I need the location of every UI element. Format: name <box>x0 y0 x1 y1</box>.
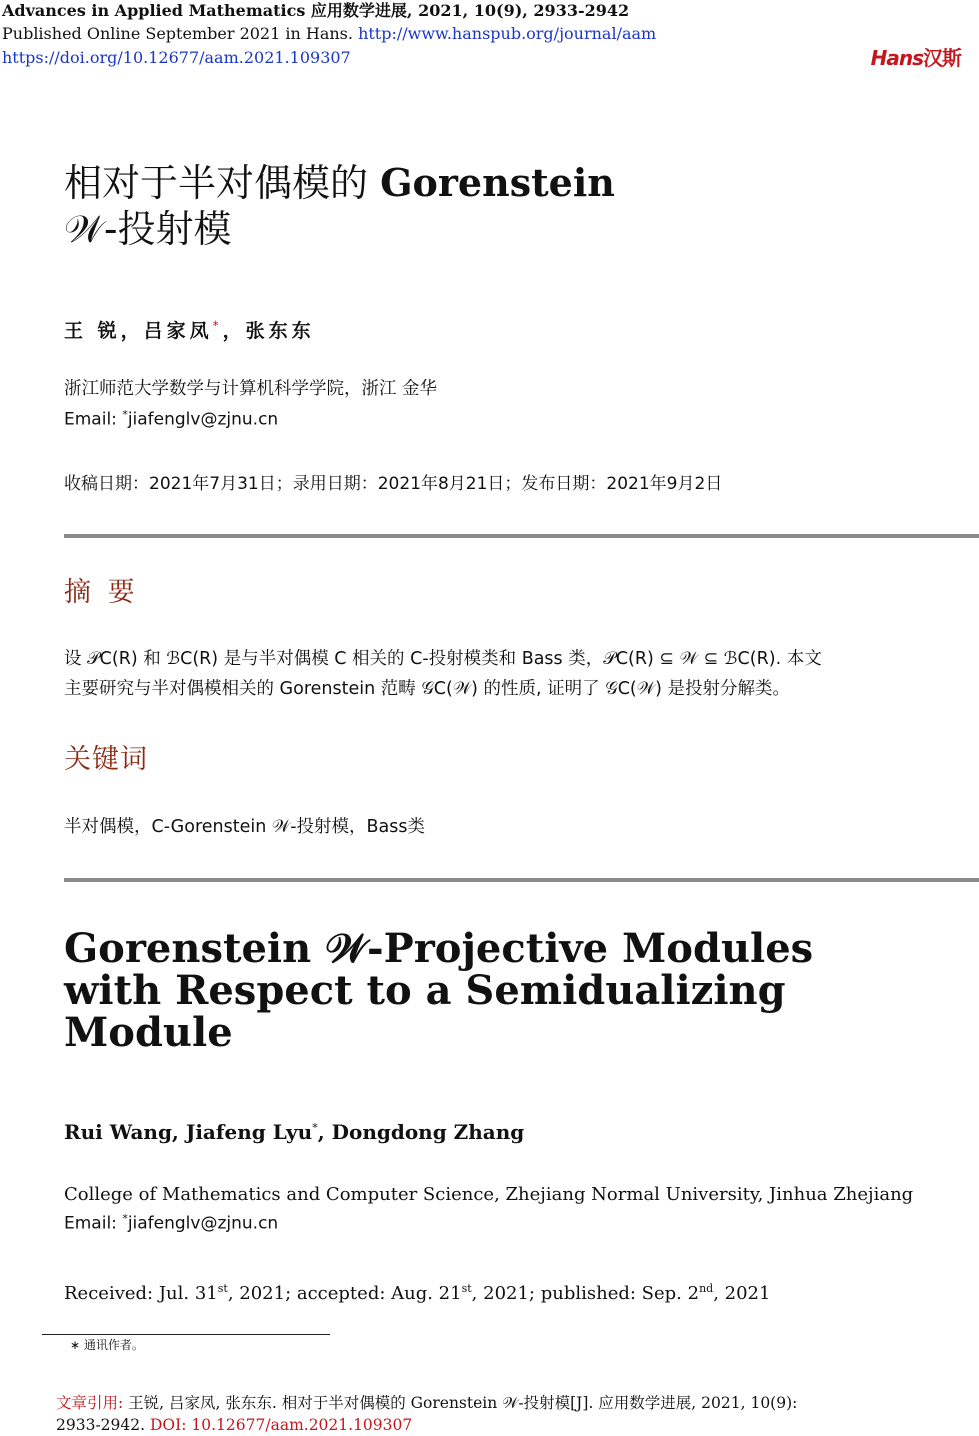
en-title-line3: Module <box>64 1009 233 1056</box>
published-line <box>2 23 656 45</box>
cn-title-line1-cn: 相对于半对偶模的 <box>64 161 369 205</box>
email-mark: * <box>122 408 128 421</box>
hans-logo <box>871 42 961 71</box>
en-authors-a: Rui Wang, Jiafeng Lyu <box>64 1120 313 1144</box>
cn-abstract <box>64 644 969 704</box>
en-corresponding-mark: * <box>312 1121 318 1135</box>
doi-line <box>2 47 351 69</box>
citation-text-2: 2933-2942. <box>56 1416 146 1434</box>
divider-middle <box>64 878 979 882</box>
en-title-line2: with Respect to a Semidualizing <box>64 967 786 1014</box>
cn-dates: 收稿日期：2021年7月31日；录用日期：2021年8月21日；发布日期：2021年9月2日 <box>64 474 723 494</box>
cn-authors <box>64 316 315 343</box>
abstract-heading: 摘 要 <box>64 577 139 608</box>
corresponding-mark: * <box>212 318 223 333</box>
citation-text-1: 王锐, 吕家凤, 张东东. 相对于半对偶模的 Gorenstein 𝒲-投射模[J]. 应用数学进展, 2021, 10(9): <box>123 1394 798 1412</box>
abstract-line-1: 设 𝒫C(R) 和 ℬC(R) 是与半对偶模 C 相关的 C-投射模类和 Bass 类，𝒫C(R) ⊆ 𝒲 ⊆ ℬC(R). 本文 <box>64 649 822 669</box>
en-affiliation: College of Mathematics and Computer Science, Zhejiang Normal University, Jinhua Zhejiang <box>64 1184 914 1205</box>
journal-link[interactable]: http://www.hanspub.org/journal/aam <box>358 24 657 43</box>
en-email-label: Email: <box>64 1213 117 1234</box>
en-dates <box>64 1276 770 1307</box>
citation-label: 文章引用: <box>56 1394 124 1412</box>
logo-cn: 汉斯 <box>923 46 961 70</box>
abstract-line-2: 主要研究与半对偶模相关的 Gorenstein 范畴 𝒢C(𝒲) 的性质, 证明了 𝒢C(𝒲) 是投射分解类。 <box>64 679 790 699</box>
published-text: , 2021; published: Sep. 2 <box>471 1283 700 1304</box>
en-title-line1: Gorenstein 𝒲-Projective Modules <box>64 925 814 972</box>
doi-link[interactable]: https://doi.org/10.12677/aam.2021.109307 <box>2 48 351 67</box>
received-text: Received: Jul. 31 <box>64 1283 218 1304</box>
accepted-sup: st <box>461 1282 472 1295</box>
cn-affiliation: 浙江师范大学数学与计算机科学学院，浙江 金华 <box>64 379 438 399</box>
year-end: , 2021 <box>713 1283 771 1304</box>
cn-title-line2: 𝒲-投射模 <box>64 207 232 251</box>
cn-email[interactable]: jiafenglv@zjnu.cn <box>127 409 279 430</box>
cn-title <box>64 160 615 252</box>
logo-latin: Hans <box>870 46 923 70</box>
published-prefix: Published Online September 2021 in Hans. <box>2 24 353 43</box>
en-title <box>64 925 814 1056</box>
en-email-line <box>64 1212 278 1234</box>
en-email-mark: * <box>122 1212 128 1225</box>
email-label: Email: <box>64 409 117 430</box>
cn-title-line1-latin: Gorenstein <box>380 160 615 205</box>
cn-author-2: 吕家凤 <box>143 320 213 342</box>
accepted-text: , 2021; accepted: Aug. 21 <box>227 1283 462 1304</box>
received-sup: st <box>217 1282 228 1295</box>
footnote: ∗ 通讯作者。 <box>70 1338 144 1352</box>
cn-author-3: ，张东东 <box>222 320 315 342</box>
divider-top <box>64 534 979 538</box>
en-authors-b: , Dongdong Zhang <box>317 1120 525 1144</box>
en-email[interactable]: jiafenglv@zjnu.cn <box>127 1213 279 1234</box>
citation <box>56 1392 956 1436</box>
footnote-rule <box>42 1334 330 1335</box>
published-sup: nd <box>699 1282 714 1295</box>
journal-line: Advances in Applied Mathematics 应用数学进展, 2021, 10(9), 2933-2942 <box>2 1 630 20</box>
en-authors <box>64 1120 524 1144</box>
citation-doi-link[interactable]: DOI: 10.12677/aam.2021.109307 <box>150 1416 413 1434</box>
cn-author-1: 王 锐， <box>64 320 144 342</box>
keywords-heading: 关键词 <box>64 744 148 775</box>
cn-keywords: 半对偶模，C-Gorenstein 𝒲-投射模，Bass类 <box>64 817 425 837</box>
cn-email-line <box>64 408 278 430</box>
